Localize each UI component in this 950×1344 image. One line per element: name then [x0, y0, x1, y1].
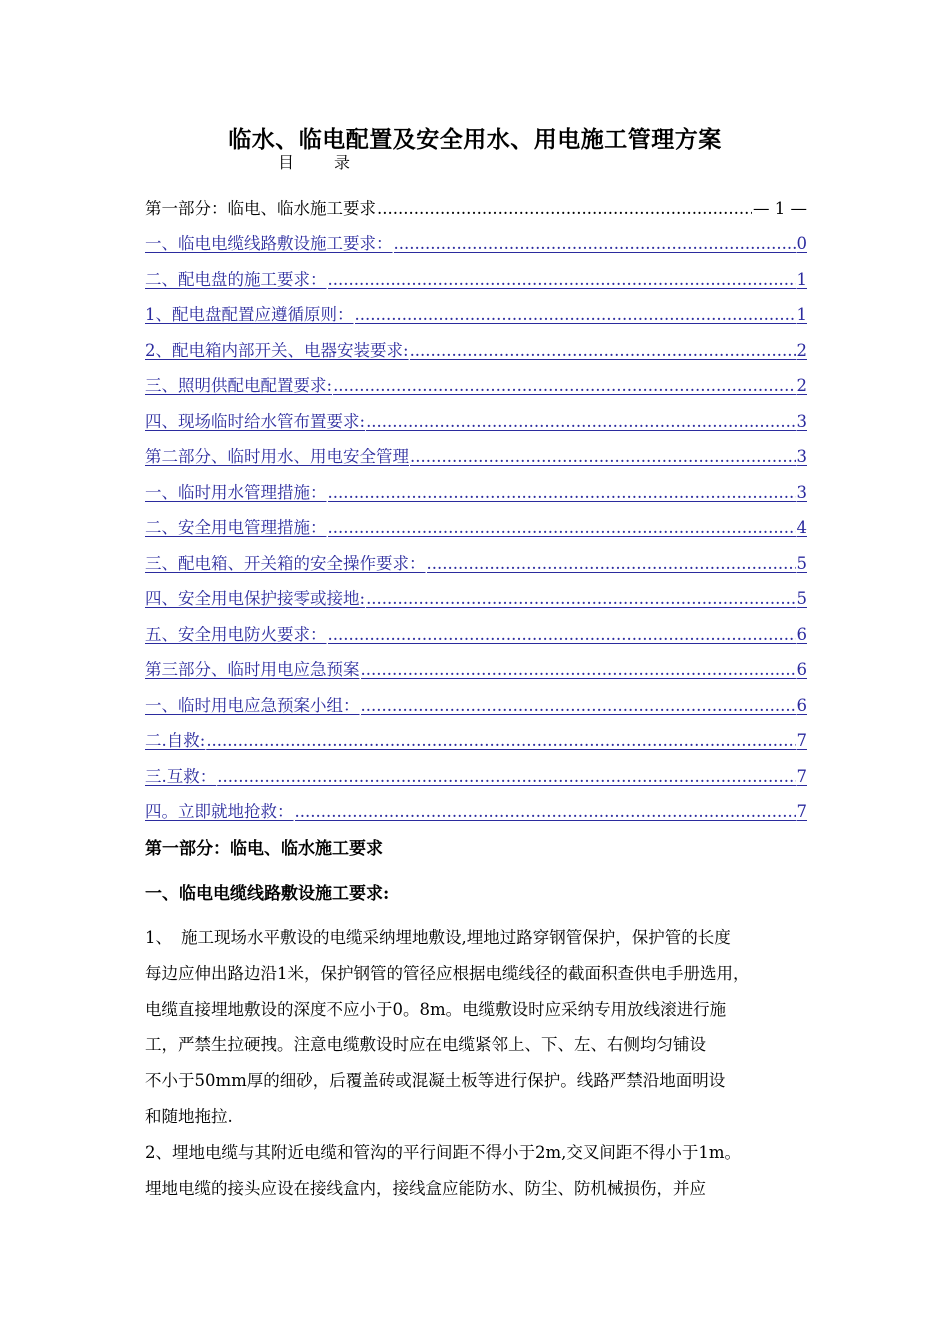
- toc-page-number: 2: [796, 340, 807, 360]
- toc-page-number: 3: [796, 411, 807, 431]
- toc-page-number: 6: [796, 695, 807, 715]
- toc-page-number: 6: [796, 624, 807, 644]
- toc-dot-leader: [427, 554, 796, 574]
- toc-entry-title: 二、安全用电管理措施：: [145, 518, 327, 537]
- toc-entry[interactable]: [145, 503, 807, 539]
- toc-page-number: 7: [796, 766, 807, 786]
- paragraph-line: 埋地电缆的接头应设在接线盒内，接线盒应能防水、防尘、防机械损伤，并应: [145, 1178, 706, 1198]
- toc-entry[interactable]: [145, 751, 807, 787]
- paragraph-line: 每边应伸出路边沿1米，保护钢管的管径应根据电缆线径的截面积查供电手册选用，: [145, 963, 750, 983]
- toc-entry[interactable]: [145, 290, 807, 326]
- toc-entry[interactable]: [145, 538, 807, 574]
- document-title: 临水、临电配置及安全用水、用电施工管理方案: [228, 126, 722, 153]
- section-heading: 一、临电电缆线路敷设施工要求:: [145, 884, 390, 904]
- toc-entry-title: 一、临时用电应急预案小组：: [145, 695, 360, 715]
- toc-page-number: 1: [796, 269, 807, 289]
- toc-entry-title: 二.自救:: [145, 731, 206, 750]
- toc-entry[interactable]: [145, 254, 807, 290]
- toc-dot-leader: [295, 802, 796, 822]
- toc-entry-title: 2、配电箱内部开关、电器安装要求:: [145, 340, 409, 360]
- toc-dot-leader: [328, 483, 796, 503]
- toc-page-number: 6: [796, 660, 807, 679]
- toc-entry[interactable]: [145, 396, 807, 432]
- toc-dot-leader: [328, 625, 796, 645]
- toc-heading: 目录: [278, 153, 391, 172]
- toc-dot-leader: [377, 199, 752, 219]
- toc-dot-leader: [355, 305, 796, 325]
- paragraph-line: 不小于50mm厚的细砂，后覆盖砖或混凝土板等进行保护。线路严禁沿地面明设: [145, 1071, 726, 1091]
- toc-dot-leader: [366, 589, 795, 609]
- toc-entry[interactable]: [145, 574, 807, 610]
- toc-page-number: 4: [796, 518, 807, 537]
- paragraph-text: 施工现场水平敷设的电缆采纳埋地敷设,埋地过路穿钢管保护，保护管的长度: [181, 928, 731, 947]
- toc-entry[interactable]: [145, 787, 807, 823]
- toc-page-number: 5: [796, 553, 807, 573]
- toc-entry-title: 三、配电箱、开关箱的安全操作要求：: [145, 553, 426, 573]
- toc-entry-title: 第二部分、临时用水、用电安全管理: [145, 447, 409, 466]
- section-body: [145, 920, 815, 1206]
- toc-entry-title: 第一部分：临电、临水施工要求: [145, 198, 376, 218]
- toc-entry[interactable]: [145, 680, 807, 716]
- toc-page-number: 5: [796, 589, 807, 608]
- toc-entry: [145, 183, 807, 219]
- toc-entry-title: 1、配电盘配置应遵循原则：: [145, 305, 354, 324]
- toc-dot-leader: [394, 234, 796, 254]
- toc-dot-leader: [410, 447, 796, 467]
- toc-dot-leader: [410, 341, 796, 361]
- toc-entry[interactable]: [145, 716, 807, 752]
- toc-entry-title: 四、安全用电保护接零或接地:: [145, 589, 366, 608]
- paragraph-line: [145, 920, 815, 956]
- toc-entry-title: 三、照明供配电配置要求:: [145, 376, 333, 395]
- part-heading: 第一部分：临电、临水施工要求: [145, 839, 383, 859]
- toc-page-number: 3: [796, 482, 807, 502]
- toc-entry-title: 五、安全用电防火要求：: [145, 624, 327, 644]
- toc-page-number: 1: [796, 305, 807, 324]
- toc-entry-title: 三.互救：: [145, 766, 217, 786]
- toc-dot-leader: [328, 518, 796, 538]
- toc-dot-leader: [328, 270, 796, 290]
- toc-entry-title: 四。立即就地抢救：: [145, 802, 294, 821]
- toc-entry-title: 一、临时用水管理措施：: [145, 482, 327, 502]
- paragraph-line: 工，严禁生拉硬拽。注意电缆敷设时应在电缆紧邻上、下、左、右侧均匀铺设: [145, 1035, 706, 1055]
- toc-dot-leader: [361, 660, 796, 680]
- toc-entry[interactable]: [145, 467, 807, 503]
- toc-page-number: 0: [796, 234, 807, 253]
- toc-dot-leader: [206, 731, 795, 751]
- toc-dot-leader: [333, 376, 795, 396]
- toc-entry-title: 一、临电电缆线路敷设施工要求：: [145, 234, 393, 253]
- toc-page-number: 7: [796, 731, 807, 750]
- paragraph-line: 和随地拖拉.: [145, 1106, 233, 1126]
- paragraph-line: 2、埋地电缆与其附近电缆和管沟的平行间距不得小于2m,交叉间距不得小于1m。: [145, 1142, 742, 1162]
- toc-page-number: 7: [796, 802, 807, 821]
- toc-page-number: 2: [796, 376, 807, 395]
- toc-dot-leader: [366, 412, 795, 432]
- toc-entry[interactable]: [145, 325, 807, 361]
- table-of-contents: [145, 183, 807, 822]
- toc-entry[interactable]: [145, 219, 807, 255]
- toc-entry-title: 第三部分、临时用电应急预案: [145, 660, 360, 679]
- toc-entry[interactable]: [145, 609, 807, 645]
- paragraph-number: 1、: [145, 928, 172, 947]
- toc-entry-title: 四、现场临时给水管布置要求:: [145, 411, 366, 431]
- toc-entry-title: 二、配电盘的施工要求：: [145, 269, 327, 289]
- paragraph-line: 电缆直接埋地敷设的深度不应小于0。8m。电缆敷设时应采纳专用放线滚进行施: [145, 999, 727, 1019]
- toc-entry[interactable]: [145, 645, 807, 681]
- toc-dot-leader: [217, 767, 795, 787]
- toc-entry[interactable]: [145, 361, 807, 397]
- toc-page-number: 3: [796, 447, 807, 466]
- toc-page-number: — 1 —: [753, 198, 807, 218]
- toc-dot-leader: [361, 696, 796, 716]
- toc-entry[interactable]: [145, 432, 807, 468]
